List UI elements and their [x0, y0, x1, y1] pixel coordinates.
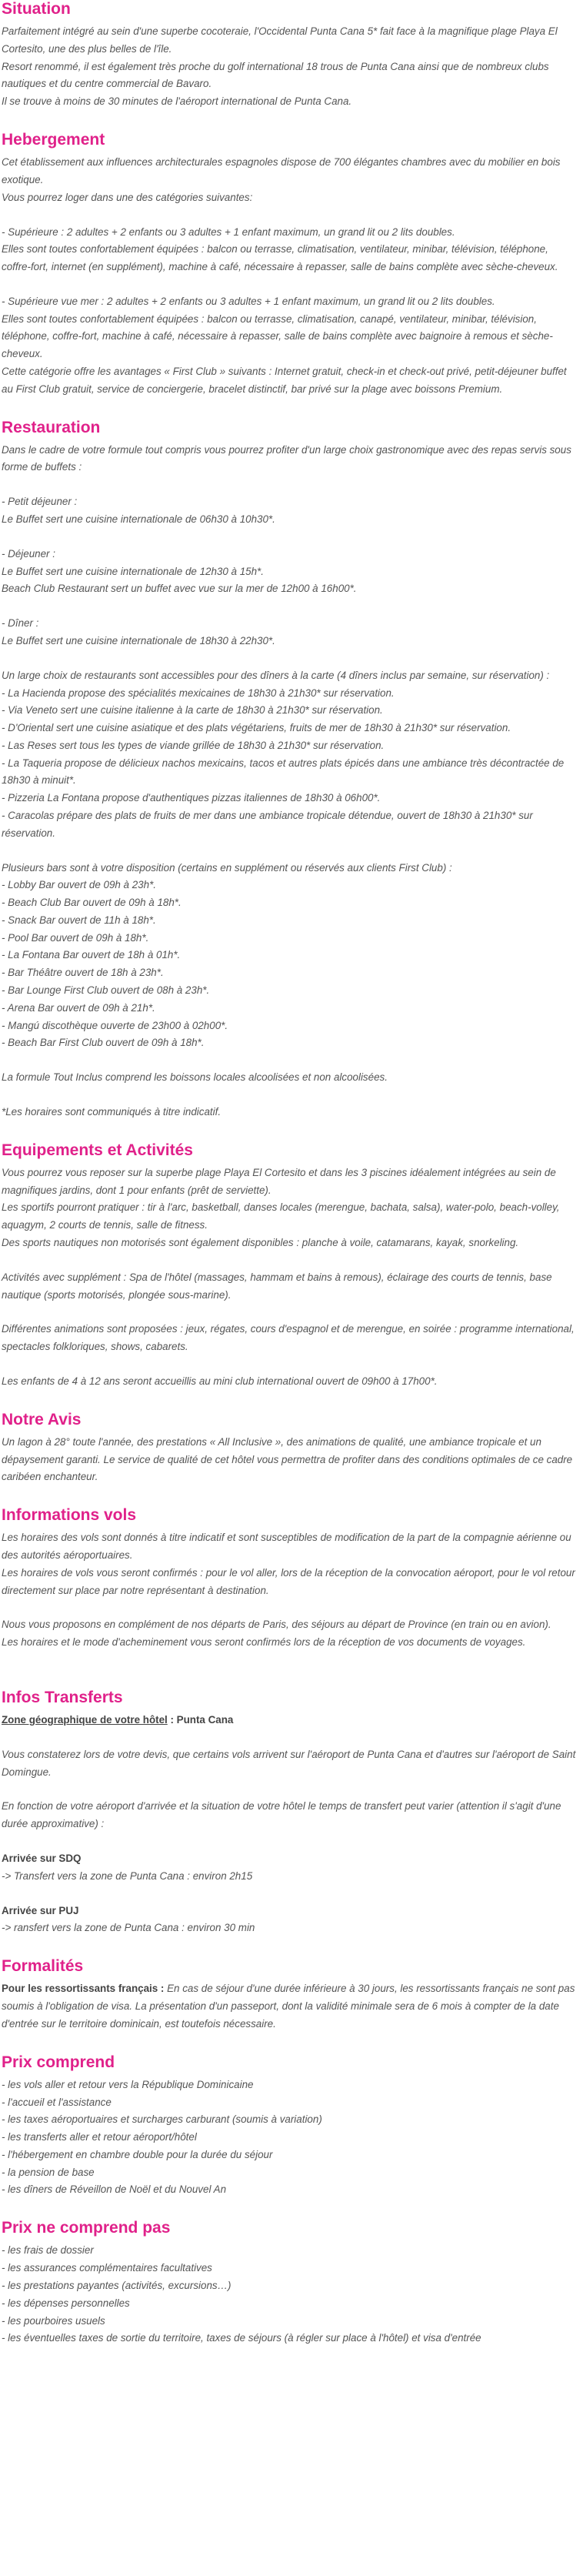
meal-text: Le Buffet sert une cuisine internationale de 18h30 à 22h30*. [2, 634, 275, 647]
list-item: - Mangú discothèque ouverte de 23h00 à 02h00*. [2, 1019, 228, 1031]
equipements-text: Vous pourrez vous reposer sur la superbe plage Playa El Cortesito et dans les 3 piscines idéalement intégrées au sein de magnifiques jardins, dont 1 pour enfants (prêt de serviette). [2, 1166, 559, 1196]
list-item: - les transferts aller et retour aéroport/hôtel [2, 2131, 197, 2143]
sdq-transfer-time: -> Transfert vers la zone de Punta Cana : environ 2h15 [2, 1869, 253, 1882]
list-item: - Bar Théâtre ouvert de 18h à 23h*. [2, 967, 164, 979]
section-title-hebergement: Hebergement [2, 131, 105, 149]
formalites-label: Pour les ressortissants français : [2, 1983, 165, 1995]
room-description: Elles sont toutes confortablement équipées : balcon ou terrasse, climatisation, canapé, ventilateur, minibar, télévision, téléphone, coffre-fort, machine à café, nécessaire à repasser, salle de bains complète avec baignoire à remous et sèche-cheveux. [2, 312, 553, 360]
meal-label: - Déjeuner : [2, 547, 55, 560]
list-item: - La Taqueria propose de délicieux nachos mexicains, tacos et autres plats épicés dans une ambiance très décontractée de 18h30 à minuit*. [2, 757, 565, 787]
list-item: - Arena Bar ouvert de 09h à 21h*. [2, 1001, 155, 1014]
room-description: Elles sont toutes confortablement équipées : balcon ou terrasse, climatisation, ventilateur, minibar, télévision, téléphone, coffre-fort, internet (en supplément), machine à café, nécessaire à repasser, salle de bains complète avec sèche-cheveux. [2, 243, 558, 273]
list-item: - D'Oriental sert une cuisine asiatique et des plats végétariens, fruits de mer de 18h30 à 21h30* sur réservation. [2, 722, 511, 734]
section-title-prix-comprend: Prix comprend [2, 2053, 115, 2071]
vols-text: Les horaires des vols sont donnés à titre indicatif et sont susceptibles de modification de la part de la compagnie aérienne ou des autorités aéroportuaires. [2, 1532, 575, 1562]
list-item: - la pension de base [2, 2166, 95, 2178]
situation-line: Parfaitement intégré au sein d'une superbe cocoteraie, l'Occidental Punta Cana 5* fait face à la magnifique plage Playa El Cortesito, une des plus belles de l'île. [2, 25, 561, 55]
section-title-prix-ne-comprend: Prix ne comprend pas [2, 2219, 171, 2237]
formule-text: La formule Tout Inclus comprend les boissons locales alcoolisées et non alcoolisées. [2, 1071, 388, 1084]
sdq-label: Arrivée sur SDQ [2, 1853, 82, 1865]
list-item: - les prestations payantes (activités, excursions…) [2, 2279, 232, 2291]
list-item: - Lobby Bar ouvert de 09h à 23h*. [2, 879, 156, 891]
situation-line: Resort renommé, il est également très proche du golf international 18 trous de Punta Cana ainsi que de nombreux clubs nautiques et du centre commercial de Bavaro. [2, 60, 552, 90]
vols-text: Les horaires de vols vous seront confirmés : pour le vol aller, lors de la réception de la convocation aéroport, pour le vol retour directement sur place par notre représentant à destination. [2, 1566, 578, 1596]
transferts-text: Vous constaterez lors de votre devis, que certains vols arrivent sur l'aéroport de Punta Cana et d'autres sur l'aéroport de Saint Domingue. [2, 1748, 579, 1778]
list-item: - les éventuelles taxes de sortie du territoire, taxes de séjours (à régler sur place à l'hôtel) et visa d'entrée [2, 2332, 481, 2344]
list-item: - les assurances complémentaires facultatives [2, 2262, 212, 2274]
airport-label [2, 1903, 578, 1920]
zone-value: : Punta Cana [167, 1714, 234, 1726]
list-item: - les dépenses personnelles [2, 2297, 130, 2309]
room-first-club: Cette catégorie offre les avantages « First Club » suivants : Internet gratuit, check-in et check-out privé, petit-déjeuner buffet au First Club gratuit, service de conciergerie, bracelet distinctif, bar privé sur la plage avec boissons Premium. [2, 366, 570, 395]
section-hebergement [2, 131, 578, 399]
section-equipements [2, 1141, 578, 1391]
section-title-equipements: Equipements et Activités [2, 1141, 193, 1159]
equipements-text: Activités avec supplément : Spa de l'hôtel (massages, hammam et bains à remous), éclairage des courts de tennis, base nautique (sports motorisés, plongée sous-marine). [2, 1271, 555, 1301]
section-situation [2, 0, 578, 111]
section-title-formalites: Formalités [2, 1957, 84, 1976]
section-title-restauration: Restauration [2, 418, 101, 436]
list-item: - La Hacienda propose des spécialités mexicaines de 18h30 à 21h30* sur réservation. [2, 687, 395, 699]
bars-intro: Plusieurs bars sont à votre disposition (certains en supplément ou réservés aux clients First Club) : [2, 861, 452, 874]
list-item: - Beach Club Bar ouvert de 09h à 18h*. [2, 897, 182, 909]
excluded-list [2, 2242, 578, 2347]
puj-label: Arrivée sur PUJ [2, 1904, 79, 1916]
room-category: - Supérieure vue mer : 2 adultes + 2 enfants ou 3 adultes + 1 enfant maximum, un grand lit ou 2 lits doubles. [2, 295, 495, 307]
zone-line [2, 1712, 578, 1729]
list-item: - Pizzeria La Fontana propose d'authentiques pizzas italiennes de 18h30 à 06h00*. [2, 792, 381, 804]
list-item: - Pool Bar ouvert de 09h à 18h*. [2, 931, 149, 944]
vols-text: Les horaires et le mode d'acheminement vous seront confirmés lors de la réception de vos documents de voyages. [2, 1636, 526, 1649]
vols-text: Nous vous proposons en complément de nos départs de Paris, des séjours au départ de Province (en train ou en avion). [2, 1619, 551, 1631]
list-item: - les dîners de Réveillon de Noël et du Nouvel An [2, 2183, 227, 2196]
notre-avis-text: Un lagon à 28° toute l'année, des prestations « All Inclusive », des animations de qualité, une ambiance tropicale et un dépaysement garanti. Le service de qualité de cet hôtel vous permettra de profiter dans des conditions optimales de ce cadre caribéen enchanteur. [2, 1435, 575, 1483]
section-restauration [2, 419, 578, 1121]
list-item: - La Fontana Bar ouvert de 18h à 01h*. [2, 949, 181, 961]
list-item: - les vols aller et retour vers la République Dominicaine [2, 2078, 254, 2090]
section-notre-avis [2, 1411, 578, 1486]
list-item: - Snack Bar ouvert de 11h à 18h*. [2, 914, 156, 926]
section-title-vols: Informations vols [2, 1506, 137, 1525]
bar-list [2, 877, 578, 1052]
section-title-transferts: Infos Transferts [2, 1688, 123, 1706]
formalites-text [2, 1980, 578, 2033]
equipements-text: Des sports nautiques non motorisés sont également disponibles : planche à voile, catamarans, kayak, snorkeling. [2, 1236, 519, 1248]
list-item: - Via Veneto sert une cuisine italienne à la carte de 18h30 à 21h30* sur réservation. [2, 704, 383, 717]
list-item: - Caracolas prépare des plats de fruits de mer dans une ambiance tropicale détendue, ouvert de 18h30 à 21h30* sur réservation. [2, 809, 533, 839]
meal-text: Beach Club Restaurant sert un buffet avec vue sur la mer de 12h00 à 16h00*. [2, 583, 357, 595]
list-item: - l'accueil et l'assistance [2, 2096, 112, 2108]
room-category: - Supérieure : 2 adultes + 2 enfants ou 3 adultes + 1 enfant maximum, un grand lit ou 2 lits doubles. [2, 226, 455, 238]
list-item: - les frais de dossier [2, 2244, 94, 2257]
zone-label: Zone géographique de votre hôtel [2, 1714, 168, 1726]
hebergement-intro: Vous pourrez loger dans une des catégories suivantes: [2, 191, 253, 203]
formalites-body: En cas de séjour d'une durée inférieure à 30 jours, les ressortissants français ne sont pas soumis à l'obligation de visa. La présentation d'un passeport, dont la validité minimale sera de 6 mois à compter de la date d'entrée sur le territoire dominicain, est toutefois nécessaire. [2, 1983, 578, 2030]
restauration-intro: Dans le cadre de votre formule tout compris vous pourrez profiter d'un large choix gastronomique avec des repas servis sous forme de buffets : [2, 443, 575, 473]
list-item: - les taxes aéroportuaires et surcharges carburant (soumis à variation) [2, 2113, 322, 2126]
situation-line: Il se trouve à moins de 30 minutes de l'aéroport international de Punta Cana. [2, 95, 352, 108]
equipements-text: Différentes animations sont proposées : jeux, régates, cours d'espagnol et de merengue, en soirée : programme international, spectacles folkloriques, shows, cabarets. [2, 1323, 578, 1353]
meal-label: - Dîner : [2, 617, 39, 630]
section-vols [2, 1506, 578, 1652]
list-item: - Bar Lounge First Club ouvert de 08h à 23h*. [2, 984, 210, 997]
transferts-text: En fonction de votre aéroport d'arrivée et la situation de votre hôtel le temps de transfert peut varier (attention il s'agit d'une durée approximative) : [2, 1800, 565, 1830]
section-formalites [2, 1957, 578, 2033]
equipements-text: Les sportifs pourront pratiquer : tir à l'arc, basketball, danses locales (merengue, bachata, salsa), water-polo, beach-volley, aquagym, 2 courts de tennis, salle de fitness. [2, 1201, 563, 1231]
section-prix-ne-comprend [2, 2219, 578, 2347]
restaurant-list [2, 685, 578, 843]
equipements-text: Les enfants de 4 à 12 ans seront accueillis au mini club international ouvert de 09h00 à 17h00*. [2, 1375, 438, 1387]
airport-label [2, 1850, 578, 1868]
meal-label: - Petit déjeuner : [2, 496, 78, 508]
list-item: - l'hébergement en chambre double pour la durée du séjour [2, 2148, 273, 2160]
section-title-situation: Situation [2, 0, 71, 18]
meal-text: Le Buffet sert une cuisine internationale de 12h30 à 15h*. [2, 565, 264, 577]
section-title-notre-avis: Notre Avis [2, 1410, 82, 1428]
restaurants-intro: Un large choix de restaurants sont accessibles pour des dîners à la carte (4 dîners inclus par semaine, sur réservation) : [2, 669, 550, 681]
horaires-note: *Les horaires sont communiqués à titre indicatif. [2, 1105, 222, 1118]
puj-transfer-time: -> ransfert vers la zone de Punta Cana : environ 30 min [2, 1922, 255, 1934]
list-item: - les pourboires usuels [2, 2314, 105, 2327]
meal-text: Le Buffet sert une cuisine internationale de 06h30 à 10h30*. [2, 513, 275, 526]
list-item: - Las Reses sert tous les types de viande grillée de 18h30 à 21h30* sur réservation. [2, 739, 385, 751]
included-list [2, 2077, 578, 2199]
hebergement-intro: Cet établissement aux influences architecturales espagnoles dispose de 700 élégantes chambres avec du mobilier en bois exotique. [2, 156, 564, 185]
list-item: - Beach Bar First Club ouvert de 09h à 18h*. [2, 1037, 205, 1049]
section-prix-comprend [2, 2053, 578, 2200]
section-transferts [2, 1689, 578, 1937]
